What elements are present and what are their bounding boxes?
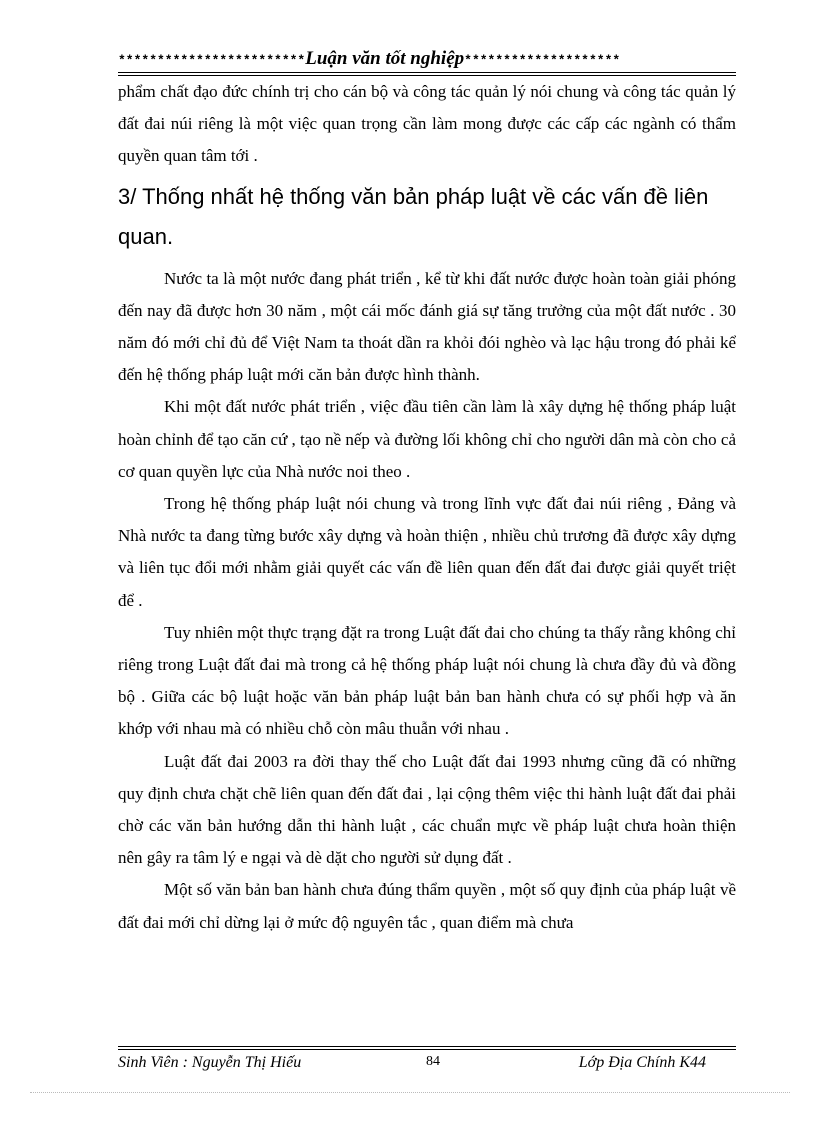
page-footer — [118, 1054, 736, 1078]
footer-author: Sinh Viên : Nguyễn Thị Hiếu — [118, 1054, 302, 1071]
paragraph-continued: phẩm chất đạo đức chính trị cho cán bộ và công tác quản lý nói chung và công tác quản lý đất đai núi riêng là một việc quan trọng cần làm mong được các cấp các ngành có thẩm quyền quan tâm tới . — [118, 82, 736, 166]
footer-rule-top — [118, 1046, 736, 1047]
paragraph-4: Tuy nhiên một thực trạng đặt ra trong Luật đất đai cho chúng ta thấy rằng không chỉ riêng trong Luật đất đai mà trong cả hệ thống pháp luật nói chung là chưa đầy đủ và đồng bộ . Giữa các bộ luật hoặc văn bản pháp luật bản ban hành chưa có sự phối hợp và ăn khớp với nhau mà có nhiều chỗ còn mâu thuẫn với nhau . — [118, 622, 736, 739]
header-title: Luận văn tốt nghiệp — [305, 48, 465, 69]
header-stars-left: ************************ — [118, 53, 306, 68]
paragraph-6: Một số văn bản ban hành chưa đúng thẩm quyền , một số quy định của pháp luật về đất đai mới chỉ dừng lại ở mức độ nguyên tắc , quan điểm mà chưa — [118, 880, 736, 932]
paragraph-3: Trong hệ thống pháp luật nói chung và trong lĩnh vực đất đai núi riêng , Đảng và Nhà nước ta đang từng bước xây dựng và hoàn thiện , nhiều chủ trương đã được xây dựng và liên tục đổi mới nhằm giải quyết các vấn đề liên quan đến đất đai được giải quyết triệt để . — [118, 494, 736, 610]
footer-rule-bottom — [118, 1049, 736, 1050]
paragraph-1: Nước ta là một nước đang phát triển , kể từ khi đất nước được hoàn toàn giải phóng đến nay đã được hơn 30 năm , một cái mốc đánh giá sự tăng trưởng của một đất nước . 30 năm đó mới chỉ đủ để Việt Nam ta thoát dần ra khỏi đói nghèo và lạc hậu trong đó phải kể đến hệ thống pháp luật mới căn bản được hình thành. — [118, 268, 736, 385]
footer-page-number: 84 — [426, 1054, 440, 1069]
header-rule-top — [118, 72, 736, 73]
footer-class: Lớp Địa Chính K44 — [578, 1054, 706, 1071]
paragraph-2: Khi một đất nước phát triển , việc đầu tiên cần làm là xây dựng hệ thống pháp luật hoàn chỉnh để tạo căn cứ , tạo nề nếp và đường lối không chỉ cho người dân mà còn cho cả cơ quan quyền lực của Nhà nước noi theo . — [118, 397, 736, 481]
page-body — [118, 76, 736, 939]
page-header — [118, 48, 736, 72]
paragraph-5: Luật đất đai 2003 ra đời thay thế cho Luật đất đai 1993 nhưng cũng đã có những quy định chưa chặt chẽ liên quan đến đất đai , lại cộng thêm việc thi hành luật đất đai phải chờ các văn bản hướng dẫn thi hành luật , các chuẩn mực về pháp luật chưa hoàn thiện nên gây ra tâm lý e ngại và dè dặt cho người sử dụng đất . — [118, 751, 736, 868]
header-stars-right: ******************** — [464, 53, 621, 68]
section-heading: 3/ Thống nhất hệ thống văn bản pháp luật về các vấn đề liên quan. — [118, 183, 709, 249]
page-edge-dotted-line — [30, 1092, 790, 1093]
